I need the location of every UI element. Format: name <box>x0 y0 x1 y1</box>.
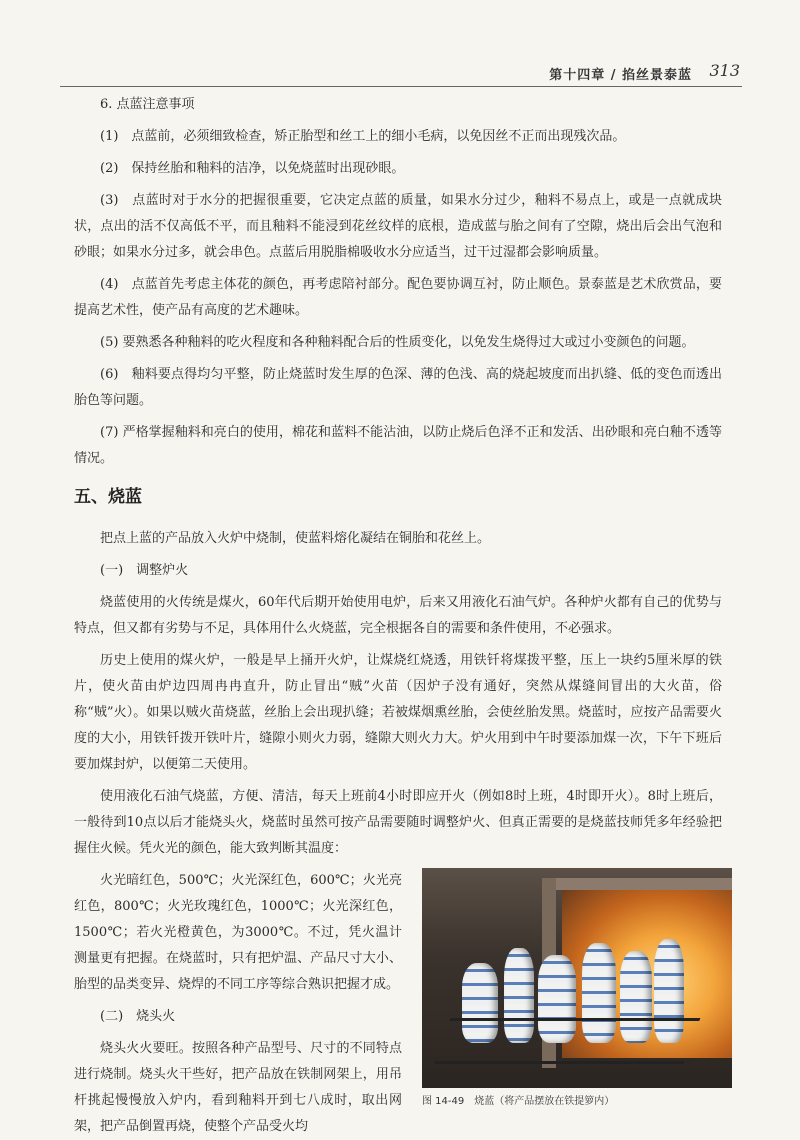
paragraph-lpg: 使用液化石油气烧蓝，方便、清洁，每天上班前4小时即应开火（例如8时上班，4时即开火）。8时上班后，一般待到10点以后才能烧头火，烧蓝时虽然可按产品需要随时调整炉火、但真正需要的是烧蓝技师凭多年经验把握住火候。凭火光的颜色，能大致判断其温度： <box>74 789 722 856</box>
page-body <box>74 92 722 1140</box>
paragraph-fuel: 烧蓝使用的火传统是煤火，60年代后期开始使用电炉，后来又用液化石油气炉。各种炉火都有自己的优势与特点，但又都有劣势与不足，具体用什么火烧蓝，完全根据各自的需要和条件使用，不必强求。 <box>74 595 722 636</box>
paragraph-fire-colors: 火光暗红色，500℃；火光深红色，600℃；火光亮红色，800℃；火光玫瑰红色，1000℃；火光深红色，1500℃；若火光橙黄色，为3000℃。不过，凭火温计测量更有把握。在烧蓝时，只有把炉温、产品尺寸大小、胎型的品类变异、烧焊的不同工序等综合熟识把握才成。 <box>74 873 402 992</box>
section5-intro: 把点上蓝的产品放入火炉中烧制，使蓝料熔化凝结在铜胎和花丝上。 <box>100 531 491 546</box>
figure-caption: 图 14-49 烧蓝（将产品摆放在铁提箩内） <box>422 1096 615 1107</box>
page-number: 313 <box>709 61 740 80</box>
chapter-title: 第十四章 / 掐丝景泰蓝 <box>549 68 692 83</box>
section6-title: 6. 点蓝注意事项 <box>100 97 195 112</box>
section6-item-1: (1) 点蓝前，必须细致检查，矫正胎型和丝工上的细小毛病，以免因丝不正而出现残次品。 <box>100 129 626 144</box>
section6-item-4: (4) 点蓝首先考虑主体花的颜色，再考虑陪衬部分。配色要协调互衬，防止顺色。景泰蓝是艺术欣赏品，要提高艺术性，使产品有高度的艺术趣味。 <box>74 277 722 318</box>
kiln-photo <box>422 868 732 1088</box>
section6-item-6: (6) 釉料要点得均匀平整，防止烧蓝时发生厚的色深、薄的色浅、高的烧起坡度而出扒缝、低的变色而透出胎色等问题。 <box>74 367 722 408</box>
section-heading: 五、烧蓝 <box>74 487 142 507</box>
subsection-2-title: (二) 烧头火 <box>100 1009 176 1024</box>
page-header <box>0 58 800 88</box>
header-rule <box>60 86 742 87</box>
figure-text-wrap <box>74 862 722 1140</box>
paragraph-first-firing: 烧头火火要旺。按照各种产品型号、尺寸的不同特点进行烧制。烧头火干些好，把产品放在铁制网架上，用吊杆挑起慢慢放入炉内，看到釉料开到七八成时，取出网架，把产品倒置再烧，使整个产品受火均 <box>74 1041 402 1134</box>
subsection-1-title: (一) 调整炉火 <box>100 563 189 578</box>
section6-item-2: (2) 保持丝胎和釉料的洁净，以免烧蓝时出现砂眼。 <box>100 161 405 176</box>
figure <box>422 868 732 1110</box>
paragraph-coal-furnace: 历史上使用的煤火炉，一般是早上捅开火炉，让煤烧红烧透，用铁钎将煤拨平整，压上一块约5厘米厚的铁片，使火苗由炉边四周冉冉直升，防止冒出“贼”火苗（因炉子没有通好，突然从煤缝间冒出的大火苗，俗称“贼”火）。如果以贼火苗烧蓝，丝胎上会出现扒缝；若被煤烟熏丝胎，会使丝胎发黑。烧蓝时，应按产品需要火度的大小，用铁钎拨开铁叶片，缝隙小则火力弱，缝隙大则火力大。炉火用到中午时要添加煤一次，下午下班后要加煤封炉，以便第二天使用。 <box>74 653 722 772</box>
section6-item-5: (5) 要熟悉各种釉料的吃火程度和各种釉料配合后的性质变化，以免发生烧得过大或过小变颜色的问题。 <box>100 335 695 350</box>
section6-item-7: (7) 严格掌握釉料和亮白的使用，棉花和蓝料不能沾油，以防止烧后色泽不正和发活、出砂眼和亮白釉不透等情况。 <box>74 425 722 466</box>
section6-item-3: (3) 点蓝时对于水分的把握很重要，它决定点蓝的质量，如果水分过少，釉料不易点上，或是一点就成块状，点出的活不仅高低不平，而且釉料不能浸到花丝纹样的底根，造成蓝与胎之间有了空隙，烧出后会出气泡和砂眼；如果水分过多，就会串色。点蓝后用脱脂棉吸收水分应适当，过干过湿都会影响质量。 <box>74 193 722 260</box>
